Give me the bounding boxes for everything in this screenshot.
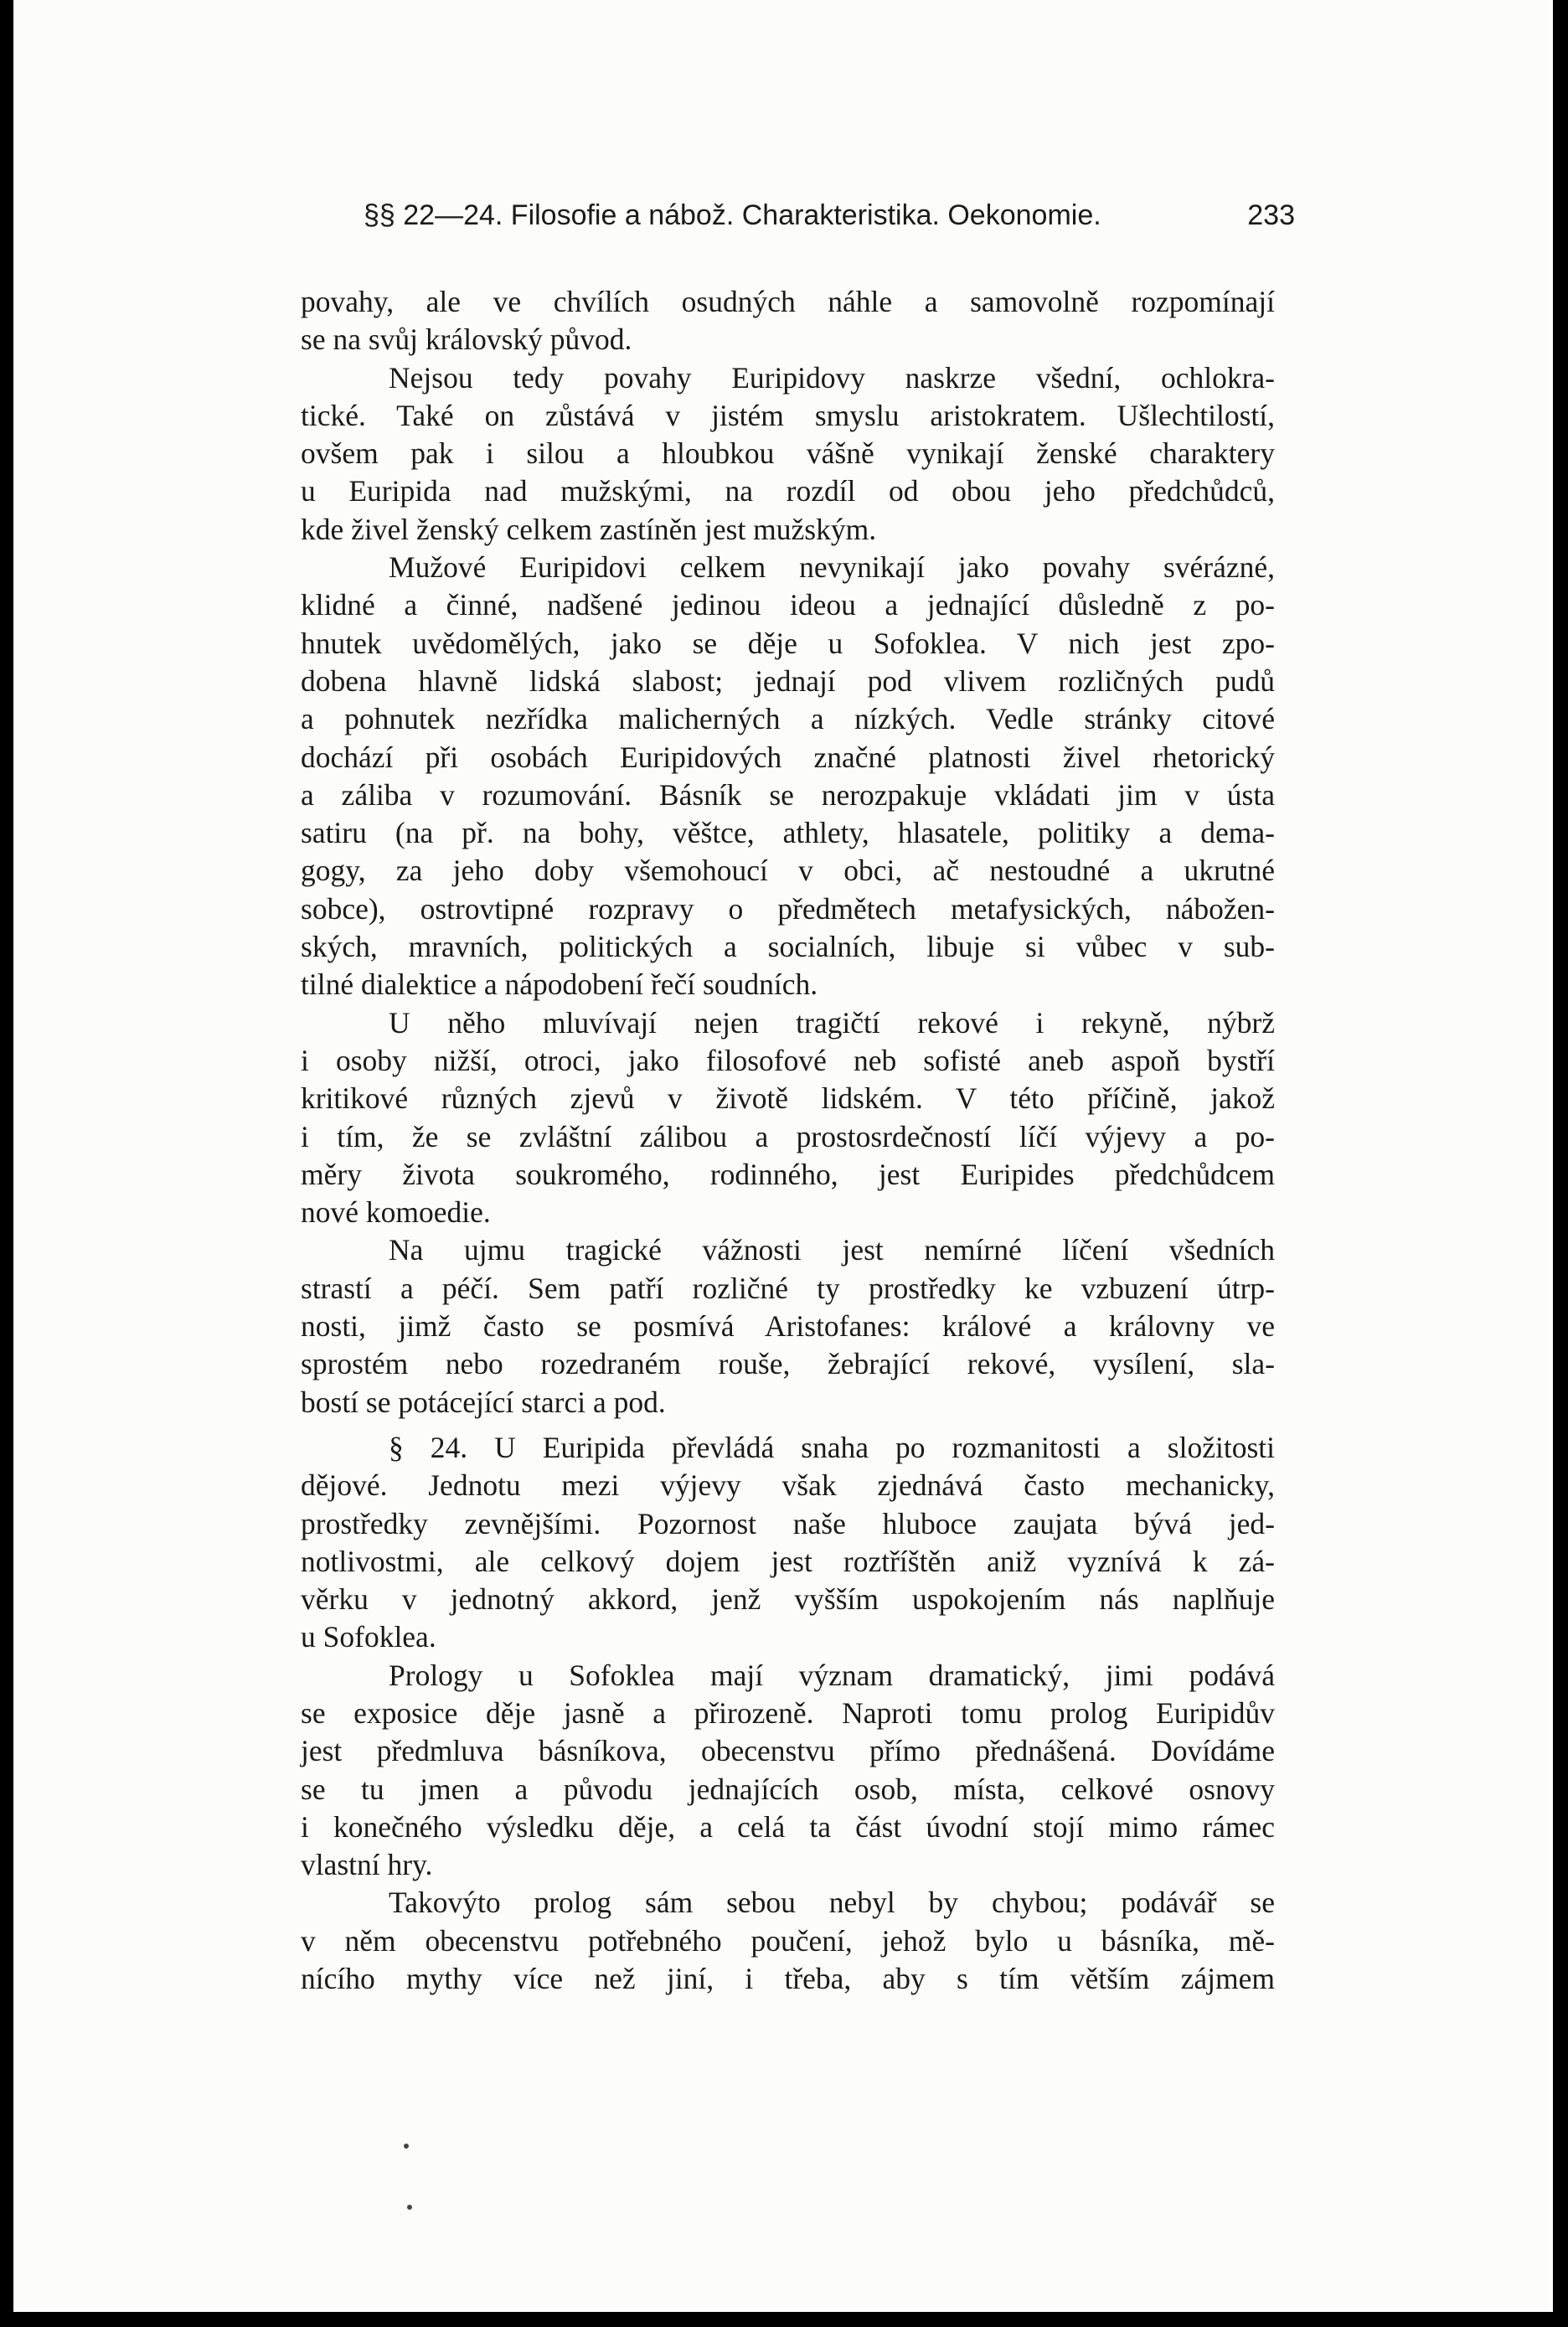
text-line: nosti, jimž často se posmívá Aristofanes: králové a královny ve (301, 1309, 1275, 1344)
text-line: měry života soukromého, rodinného, jest Euripides předchůdcem (301, 1157, 1275, 1191)
paragraph (301, 1231, 1275, 1421)
text-line: i osoby nižší, otroci, jako filosofové neb sofisté aneb aspoň bystří (301, 1043, 1275, 1077)
book-page (13, 0, 1553, 2312)
text-line: strastí a péčí. Sem patří rozličné ty prostředky ke vzbuzení útrp- (301, 1271, 1275, 1305)
text-line: sprostém nebo rozedraném rouše, žebrající rekové, vysílení, sla- (301, 1347, 1275, 1381)
speck-mark (404, 2144, 409, 2149)
text-line: tické. Také on zůstává v jistém smyslu aristokratem. Ušlechtilostí, (301, 398, 1275, 432)
paragraph (301, 1004, 1275, 1232)
text-line: u Sofoklea. (301, 1620, 436, 1654)
running-header (364, 199, 1295, 232)
text-line: tilné dialektice a nápodobení řečí soudních. (301, 967, 818, 1002)
text-line: klidné a činné, nadšené jedinou ideou a jednající důsledně z po- (301, 588, 1275, 622)
text-line: notlivostmi, ale celkový dojem jest roztříštěn aniž vyznívá k zá- (301, 1544, 1275, 1578)
text-line: Takovýto prolog sám sebou nebyl by chybou; podávář se (389, 1886, 1275, 1920)
text-line: povahy, ale ve chvílích osudných náhle a samovolně rozpomínají (301, 285, 1275, 318)
text-line: i konečného výsledku děje, a celá ta část úvodní stojí mimo rámec (301, 1809, 1275, 1844)
text-line: dochází při osobách Euripidových značné platnosti živel rhetorický (301, 740, 1275, 774)
text-line: dobena hlavně lidská slabost; jednají pod vlivem rozličných pudů (301, 663, 1275, 698)
page-number: 233 (1247, 199, 1295, 231)
text-line: Nejsou tedy povahy Euripidovy naskrze všední, ochlokra- (389, 360, 1275, 395)
text-line: prostředky zevnějšími. Pozornost naše hluboce zaujata bývá jed- (301, 1506, 1275, 1540)
paragraph (301, 1884, 1275, 1998)
text-line: věrku v jednotný akkord, jenž vyšším uspokojením nás naplňuje (301, 1582, 1275, 1617)
text-line: hnutek uvědomělých, jako se děje u Sofoklea. V nich jest zpo- (301, 626, 1275, 660)
text-line: dějové. Jednotu mezi výjevy však zjednává často mechanicky, (301, 1468, 1275, 1503)
text-line: satiru (na př. na bohy, věštce, athlety, hlasatele, politiky a dema- (301, 816, 1275, 850)
text-line: vlastní hry. (301, 1848, 433, 1882)
text-line: sobce), ostrovtipné rozpravy o předmětech metafysických, nábožen- (301, 891, 1275, 926)
text-line: se na svůj královský původ. (301, 322, 632, 357)
text-line: i tím, že se zvláštní zálibou a prostosrdečností líčí výjevy a po- (301, 1119, 1275, 1153)
paragraph (301, 359, 1275, 549)
text-line: nícího mythy více než jiní, i třeba, aby s tím větším zájmem (301, 1962, 1275, 1996)
text-line: kritikové různých zjevů v životě lidském. V této příčině, jakož (301, 1081, 1275, 1116)
text-line: v něm obecenstvu potřebného poučení, jehož bylo u básníka, mě- (301, 1923, 1275, 1958)
text-line: gogy, za jeho doby všemohoucí v obci, ač nestoudné a ukrutné (301, 854, 1275, 888)
text-line: ských, mravních, politických a socialních, libuje si vůbec v sub- (301, 930, 1275, 964)
text-line: se tu jmen a původu jednajících osob, místa, celkové osnovy (301, 1772, 1275, 1806)
text-line: U něho mluvívají nejen tragičtí rekové i rekyně, nýbrž (389, 1005, 1275, 1040)
paragraph (301, 549, 1275, 1004)
text-line: Na ujmu tragické vážnosti jest nemírné líčení všedních (389, 1233, 1275, 1267)
text-line: a záliba v rozumování. Básník se nerozpakuje vkládati jim v ústa (301, 777, 1275, 812)
paragraph (301, 1657, 1275, 1885)
paragraph (301, 283, 1275, 359)
text-line: § 24. U Euripida převládá snaha po rozmanitosti a složitosti (389, 1430, 1275, 1464)
text-line: bostí se potácející starci a pod. (301, 1385, 666, 1419)
text-line: jest předmluva básníkova, obecenstvu přímo přednášená. Dovídáme (301, 1734, 1275, 1768)
text-line: kde živel ženský celkem zastíněn jest mužským. (301, 512, 877, 546)
text-line: Mužové Euripidovi celkem nevynikají jako povahy svérázné, (389, 550, 1275, 585)
text-line: nové komoedie. (301, 1195, 491, 1230)
paragraph (301, 1429, 1275, 1657)
speck-mark (407, 2205, 412, 2210)
text-line: a pohnutek nezřídka malicherných a nízkých. Vedle stránky citové (301, 702, 1275, 736)
text-line: se exposice děje jasně a přirozeně. Naproti tomu prolog Euripidův (301, 1695, 1275, 1730)
text-line: u Euripida nad mužskými, na rozdíl od obou jeho předchůdců, (301, 474, 1275, 508)
text-line: Prology u Sofoklea mají význam dramatický, jimi podává (389, 1658, 1275, 1692)
text-line: ovšem pak i silou a hloubkou vášně vynikají ženské charaktery (301, 436, 1275, 471)
running-title: §§ 22—24. Filosofie a nábož. Charakteristika. Oekonomie. (364, 199, 1101, 231)
body-text (301, 283, 1275, 1998)
